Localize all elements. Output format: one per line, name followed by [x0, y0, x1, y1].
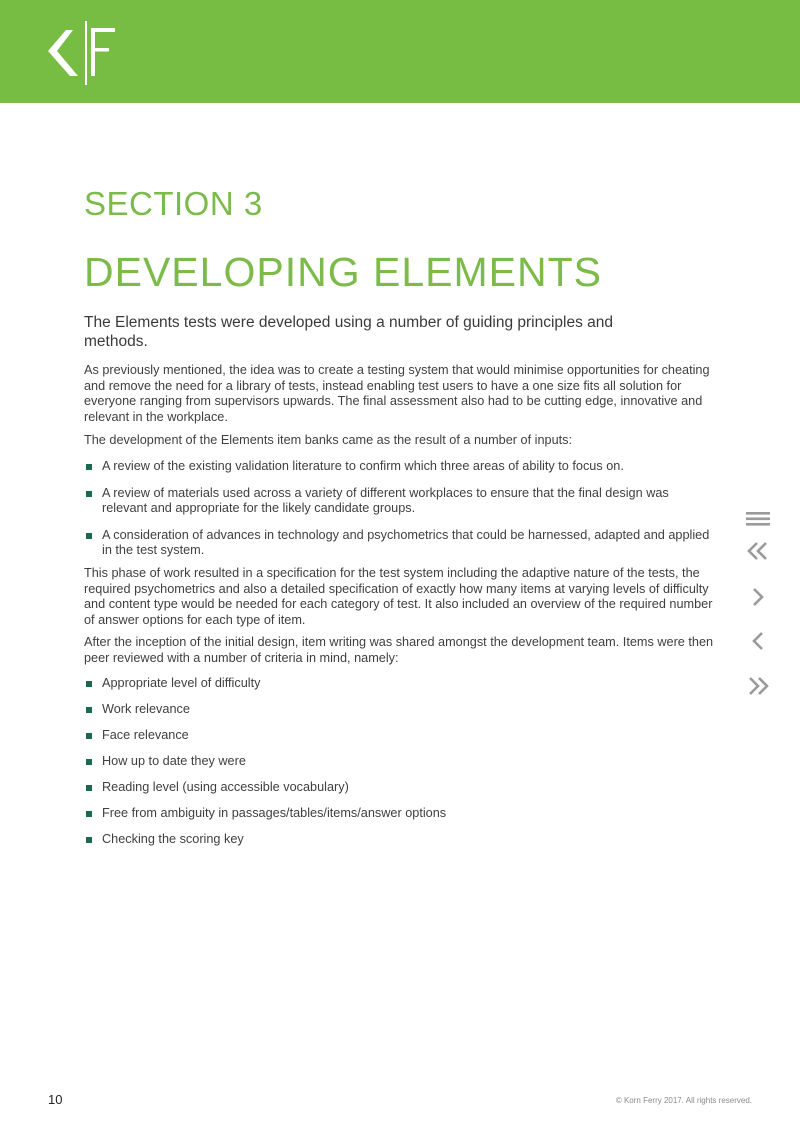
paragraph: After the inception of the initial design, item writing was shared amongst the development team. Items were then peer reviewed with a number of criteria in mind, namely:: [84, 635, 714, 665]
inputs-list: [84, 459, 714, 559]
list-item-text: Reading level (using accessible vocabulary): [102, 780, 349, 794]
list-item: [84, 832, 714, 848]
list-item-text: Face relevance: [102, 728, 189, 742]
header-bar: [0, 0, 800, 103]
list-item-text: A review of materials used across a variety of different workplaces to ensure that the final design was relevant and appropriate for the likely candidate groups.: [102, 485, 669, 515]
list-item: [84, 676, 714, 692]
list-item: [84, 486, 714, 517]
list-item-text: How up to date they were: [102, 754, 246, 768]
list-item: [84, 780, 714, 796]
menu-icon[interactable]: [744, 505, 772, 533]
bullet-marker: [86, 759, 92, 765]
first-page-icon[interactable]: [744, 537, 772, 565]
list-item: [84, 754, 714, 770]
list-item-text: Work relevance: [102, 702, 190, 716]
list-item-text: Checking the scoring key: [102, 832, 244, 846]
bullet-marker: [86, 681, 92, 687]
copyright-notice: © Korn Ferry 2017. All rights reserved.: [615, 1096, 752, 1105]
list-item-text: A review of the existing validation literature to confirm which three areas of ability to focus on.: [102, 459, 624, 473]
intro-text: The Elements tests were developed using a number of guiding principles and methods.: [84, 314, 614, 350]
bullet-marker: [86, 837, 92, 843]
bullet-marker: [86, 785, 92, 791]
paragraph: As previously mentioned, the idea was to create a testing system that would minimise opportunities for cheating and remove the need for a library of tests, instead enabling test users to have a one size fits all solution for everyone ranging from supervisors upwards. The final assessment also had to be cutting edge, innovative and relevant in the workplace.: [84, 363, 710, 424]
list-item-text: Free from ambiguity in passages/tables/items/answer options: [102, 806, 447, 820]
list-item-text: A consideration of advances in technology and psychometrics that could be harnessed, adapted and applied in the test system.: [102, 527, 710, 557]
paragraph: The development of the Elements item banks came as the result of a number of inputs:: [84, 433, 573, 447]
next-page-icon[interactable]: [744, 583, 772, 611]
list-item: [84, 728, 714, 744]
list-item: [84, 459, 714, 475]
bullet-marker: [86, 733, 92, 739]
list-item-text: Appropriate level of difficulty: [102, 676, 261, 690]
last-page-icon[interactable]: [744, 672, 772, 700]
list-item: [84, 806, 714, 822]
list-item: [84, 702, 714, 718]
bullet-marker: [86, 491, 92, 497]
list-item: [84, 528, 714, 559]
korn-ferry-logo-icon: [46, 18, 122, 88]
previous-page-icon[interactable]: [744, 627, 772, 655]
page-title: DEVELOPING ELEMENTS: [84, 249, 602, 295]
bullet-marker: [86, 533, 92, 539]
bullet-marker: [86, 811, 92, 817]
bullet-marker: [86, 464, 92, 470]
section-label: SECTION 3: [84, 185, 263, 222]
criteria-list: [84, 676, 714, 848]
bullet-marker: [86, 707, 92, 713]
page-number: 10: [48, 1092, 63, 1107]
paragraph: This phase of work resulted in a specification for the test system including the adaptive nature of the tests, the required psychometrics and also a detailed specification of exactly how many items at varying levels of difficulty and content type would be needed for each category of test. It also included an overview of the required number of answer options for each type of item.: [84, 566, 713, 627]
